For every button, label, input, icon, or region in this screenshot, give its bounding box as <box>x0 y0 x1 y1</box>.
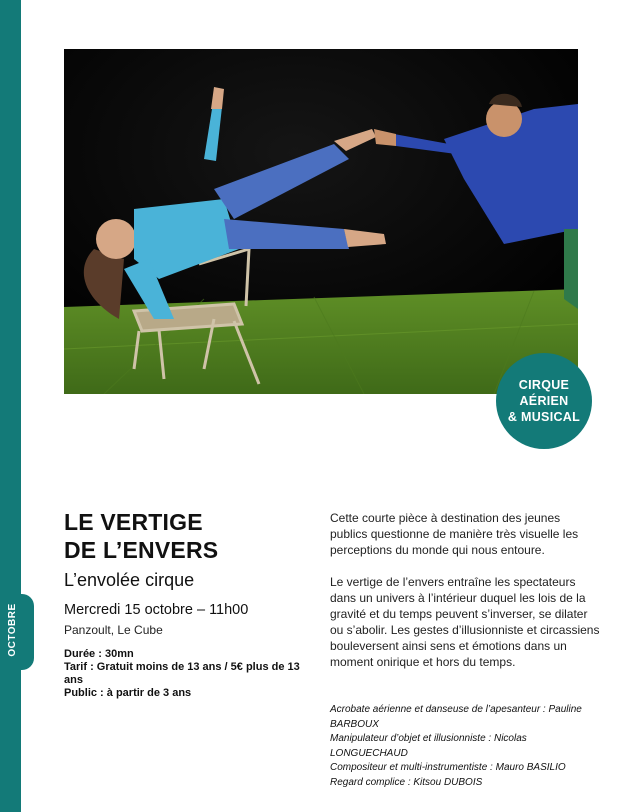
event-public: Public : à partir de 3 ans <box>64 687 192 699</box>
event-title-line-2: DE L’ENVERS <box>64 537 219 563</box>
credit-line: Manipulateur d’objet et illusionniste : Nicolas LONGUECHAUD <box>330 733 527 759</box>
performance-photo <box>64 49 578 394</box>
category-badge <box>496 353 592 449</box>
credits <box>330 703 590 790</box>
event-date: Mercredi 15 octobre – 11h00 <box>64 602 249 618</box>
event-subtitle: L’envolée cirque <box>64 570 195 590</box>
badge-line-2: AÉRIEN <box>519 394 569 408</box>
event-price: Tarif : Gratuit moins de 13 ans / 5€ plus de 13 ans <box>64 661 300 686</box>
event-title <box>64 508 304 564</box>
credit-line: Compositeur et multi-instrumentiste : Mauro BASILIO <box>330 762 566 773</box>
event-info <box>64 648 304 700</box>
event-details <box>64 508 304 700</box>
badge-line-1: CIRQUE <box>518 378 570 392</box>
event-title-line-1: LE VERTIGE <box>64 509 203 535</box>
credit-line: Acrobate aérienne et danseuse de l’apesanteur : Pauline BARBOUX <box>330 704 582 730</box>
month-label: OCTOBRE <box>7 603 18 657</box>
badge-line-3: & MUSICAL <box>507 410 581 424</box>
event-description <box>330 510 600 686</box>
description-paragraph-2: Le vertige de l’envers entraîne les spectateurs dans un univers à l’intérieur duquel les lois de la gravité et du temps peuvent s’inverser, se dilater ou s’abolir. Les gestes d’illusionniste et circassiens bouleversent ainsi sens et émotions dans un moment onirique et hors du temps. <box>330 575 600 669</box>
description-paragraph-1: Cette courte pièce à destination des jeunes publics questionne de manière très visuelle les perceptions du monde qui nous entoure. <box>330 511 579 557</box>
event-duration: Durée : 30mn <box>64 648 134 660</box>
event-place: Panzoult, Le Cube <box>64 623 163 637</box>
side-color-bar <box>0 0 21 812</box>
credit-line: Regard complice : Kitsou DUBOIS <box>330 776 483 788</box>
